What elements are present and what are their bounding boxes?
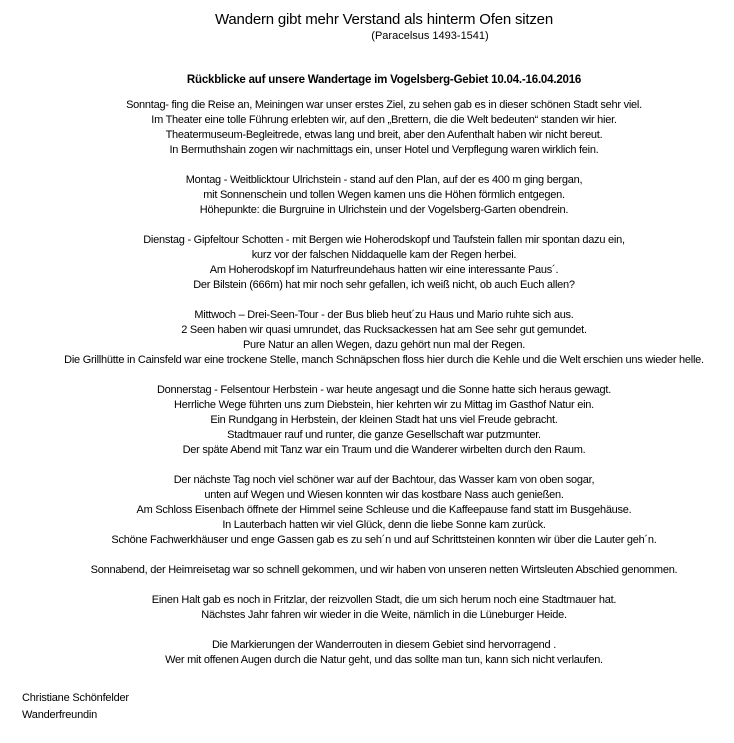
paragraph [34, 638, 734, 668]
text-line: Dienstag - Gipfeltour Schotten - mit Bergen wie Hoherodskopf und Taufstein fallen mir spontan dazu ein, [143, 234, 625, 246]
paragraph [34, 473, 734, 548]
document-title: Wandern gibt mehr Verstand als hinterm Ofen sitzen [215, 11, 553, 28]
document-heading: Rückblicke auf unsere Wandertage im Vogelsberg-Gebiet 10.04.-16.04.2016 [186, 74, 582, 86]
text-line: Höhepunkte: die Burgruine in Ulrichstein und der Vogelsberg-Garten obendrein. [199, 204, 569, 216]
text-line: Sonnabend, der Heimreisetag war so schnell gekommen, und wir haben von unseren netten Wirtsleuten Abschied genommen. [90, 564, 678, 576]
paragraph [34, 233, 734, 293]
text-line: Am Schloss Eisenbach öffnete der Himmel seine Schleuse und die Kaffeepause fand statt im Busgehäuse. [136, 504, 632, 516]
text-line: Herrliche Wege führten uns zum Diebstein, hier kehrten wir zu Mittag im Gasthof Natur ein. [174, 399, 594, 411]
text-line: Nächstes Jahr fahren wir wieder in die Weite, nämlich in die Lüneburger Heide. [201, 609, 567, 621]
text-line: Ein Rundgang in Herbstein, der kleinen Stadt hat uns viel Freude gebracht. [210, 414, 558, 426]
text-line: Der nächste Tag noch viel schöner war auf der Bachtour, das Wasser kam von oben sogar, [173, 474, 595, 486]
text-line: Montag - Weitblicktour Ulrichstein - stand auf den Plan, auf der es 400 m ging bergan, [185, 174, 583, 186]
text-line: Der späte Abend mit Tanz war ein Traum und die Wanderer wirbelten durch den Raum. [182, 444, 586, 456]
text-line: Wer mit offenen Augen durch die Natur geht, und das sollte man tun, kann sich nicht verlaufen. [165, 654, 603, 666]
text-line: Sonntag- fing die Reise an, Meiningen war unser erstes Ziel, zu sehen gab es in dieser schönen Stadt sehr viel. [126, 99, 642, 111]
document-body [34, 98, 734, 668]
text-line: mit Sonnenschein und tollen Wegen kamen uns die Höhen förmlich entgegen. [203, 189, 565, 201]
paragraph [34, 173, 734, 218]
text-line: Mittwoch – Drei-Seen-Tour - der Bus blieb heut´zu Haus und Mario ruhte sich aus. [194, 309, 574, 321]
paragraph [34, 308, 734, 368]
paragraph [34, 383, 734, 458]
text-line: Im Theater eine tolle Führung erlebten wir, auf den „Brettern, die die Welt bedeuten“ standen wir hier. [151, 114, 617, 126]
text-line: Stadtmauer rauf und runter, die ganze Gesellschaft war putzmunter. [227, 429, 541, 441]
signature-name: Christiane Schönfelder [22, 692, 129, 704]
text-line: In Lauterbach hatten wir viel Glück, denn die liebe Sonne kam zurück. [222, 519, 546, 531]
text-line: Donnerstag - Felsentour Herbstein - war heute angesagt und die Sonne hatte sich heraus gewagt. [156, 384, 612, 396]
text-line: Der Bilstein (666m) hat mir noch sehr gefallen, ich weiß nicht, ob auch Euch allen? [193, 279, 575, 291]
text-line: Die Markierungen der Wanderrouten in diesem Gebiet sind hervorragend . [211, 639, 557, 651]
text-line: unten auf Wegen und Wiesen konnten wir das kostbare Nass auch genießen. [204, 489, 564, 501]
text-line: In Bermuthshain zogen wir nachmittags ein, unser Hotel und Verpflegung waren wirklich fein. [169, 144, 599, 156]
paragraph [34, 98, 734, 158]
text-line: Pure Natur an allen Wegen, dazu gehört nun mal der Regen. [242, 339, 526, 351]
text-line: 2 Seen haben wir quasi umrundet, das Rucksackessen hat am See sehr gut gemundet. [181, 324, 587, 336]
text-line: Am Hoherodskopf im Naturfreundehaus hatten wir eine interessante Paus´. [209, 264, 559, 276]
text-line: kurz vor der falschen Niddaquelle kam der Regen herbei. [251, 249, 517, 261]
text-line: Schöne Fachwerkhäuser und enge Gassen gab es zu seh´n und auf Schrittsteinen konnten wir über die Lauter geh´n. [111, 534, 657, 546]
signature-block [22, 690, 734, 724]
document-subtitle: (Paracelsus 1493-1541) [371, 30, 489, 42]
text-line: Einen Halt gab es noch in Fritzlar, der reizvollen Stadt, die um sich herum noch eine Stadtmauer hat. [151, 594, 617, 606]
paragraph [34, 563, 734, 578]
signature-role: Wanderfreundin [22, 709, 98, 721]
text-line: Die Grillhütte in Cainsfeld war eine trockene Stelle, manch Schnäpschen floss hier durch die Kehle und die Welt erschien uns wieder helle. [64, 354, 704, 366]
paragraph [34, 593, 734, 623]
text-line: Theatermuseum-Begleitrede, etwas lang und breit, aber den Aufenthalt haben wir nicht bereut. [165, 129, 603, 141]
